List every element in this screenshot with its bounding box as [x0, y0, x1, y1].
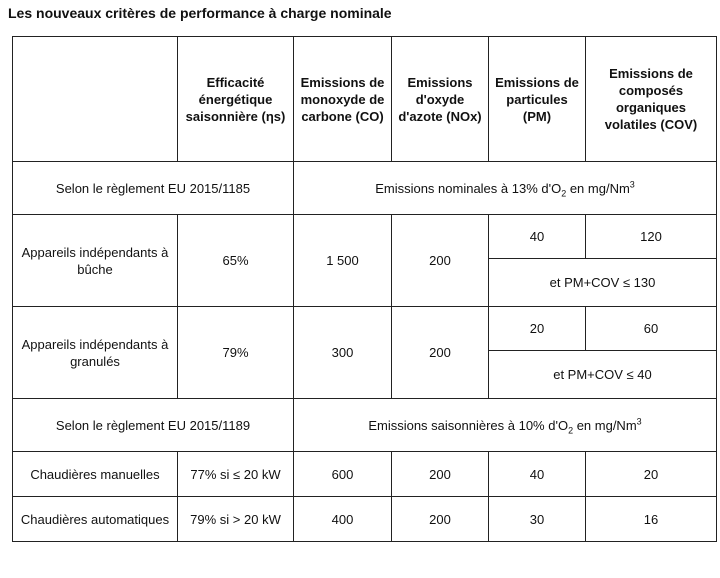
nox-manuelles: 200 — [392, 452, 489, 497]
cov-granules: 60 — [586, 307, 717, 351]
section-row-1189 — [13, 399, 717, 452]
co-manuelles: 600 — [294, 452, 392, 497]
header-cov: Emissions de composés organiques volatiles (COV) — [586, 37, 717, 162]
section-label-1189: Selon le règlement EU 2015/1189 — [13, 399, 294, 452]
label-buche: Appareils indépendants à bûche — [13, 215, 178, 307]
header-nox: Emissions d'oxyde d'azote (NOx) — [392, 37, 489, 162]
nox-automatiques: 200 — [392, 497, 489, 542]
combined-buche: et PM+COV ≤ 130 — [489, 259, 717, 307]
table-row-manuelles — [13, 452, 717, 497]
header-pm: Emissions de particules (PM) — [489, 37, 586, 162]
section-emissions-1189: Emissions saisonnières à 10% $d'O_2$ en mg/Nm$^3$ — [294, 399, 717, 452]
co-buche: 1 500 — [294, 215, 392, 307]
pm-automatiques: 30 — [489, 497, 586, 542]
section-emissions-1185: Emissions nominales à 13% $d'O_2$ en mg/Nm$^3$ — [294, 162, 717, 215]
page-title: Les nouveaux critères de performance à charge nominale — [8, 5, 392, 21]
header-empty-cell — [13, 37, 178, 162]
efficiency-manuelles: 77% si ≤ 20 kW — [178, 452, 294, 497]
pm-buche: 40 — [489, 215, 586, 259]
label-granules: Appareils indépendants à granulés — [13, 307, 178, 399]
performance-table — [12, 36, 717, 542]
nox-buche: 200 — [392, 215, 489, 307]
pm-manuelles: 40 — [489, 452, 586, 497]
efficiency-automatiques: 79% si > 20 kW — [178, 497, 294, 542]
table-row-granules — [13, 307, 717, 351]
efficiency-granules: 79% — [178, 307, 294, 399]
cov-buche: 120 — [586, 215, 717, 259]
combined-granules: et PM+COV ≤ 40 — [489, 351, 717, 399]
label-manuelles: Chaudières manuelles — [13, 452, 178, 497]
cov-manuelles: 20 — [586, 452, 717, 497]
co-granules: 300 — [294, 307, 392, 399]
nox-granules: 200 — [392, 307, 489, 399]
header-row — [13, 37, 717, 162]
cov-automatiques: 16 — [586, 497, 717, 542]
table-row-buche — [13, 215, 717, 259]
table-row-automatiques — [13, 497, 717, 542]
efficiency-buche: 65% — [178, 215, 294, 307]
header-efficiency: Efficacité énergétique saisonnière (ηs) — [178, 37, 294, 162]
co-automatiques: 400 — [294, 497, 392, 542]
header-co: Emissions de monoxyde de carbone (CO) — [294, 37, 392, 162]
section-label-1185: Selon le règlement EU 2015/1185 — [13, 162, 294, 215]
section-row-1185 — [13, 162, 717, 215]
pm-granules: 20 — [489, 307, 586, 351]
label-automatiques: Chaudières automatiques — [13, 497, 178, 542]
